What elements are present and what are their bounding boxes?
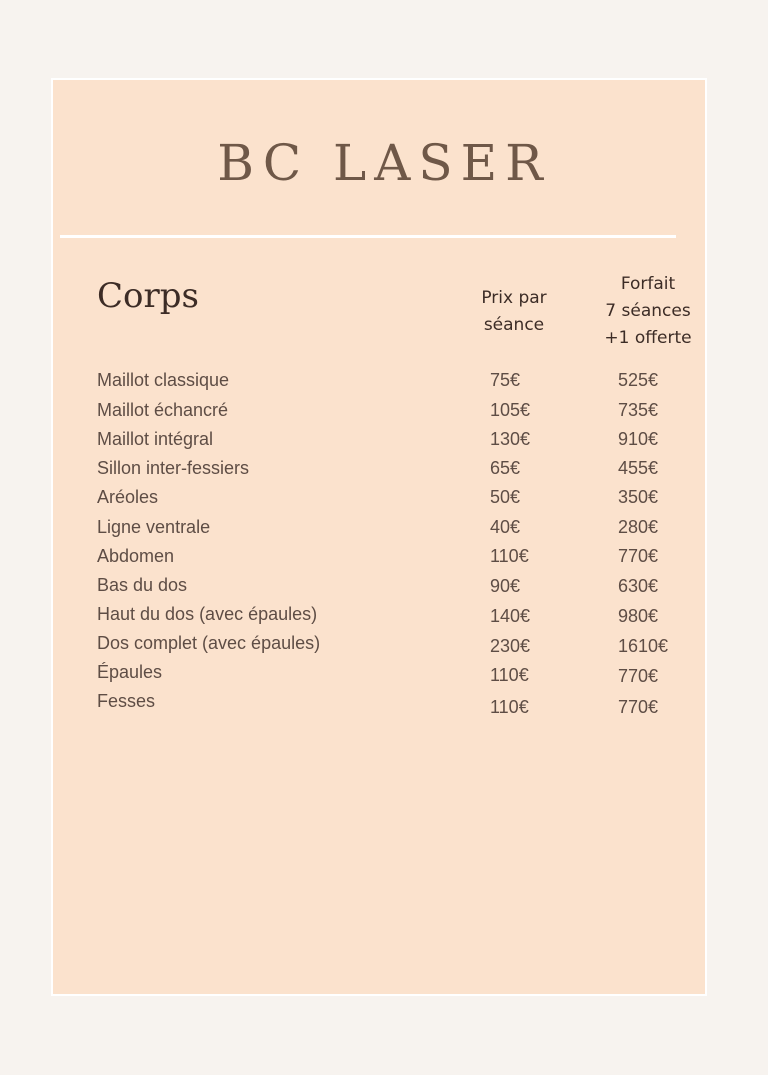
row-price: 110€	[490, 697, 529, 717]
divider	[60, 235, 676, 238]
row-label: Maillot intégral	[97, 429, 214, 449]
row-label: Sillon inter-fessiers	[97, 458, 250, 478]
row-label: Dos complet (avec épaules)	[97, 633, 321, 653]
row-package-price: 525€	[618, 370, 659, 390]
row-price: 50€	[490, 487, 521, 507]
row-package-price: 350€	[618, 487, 659, 507]
package-header-line: +1 offerte	[604, 328, 692, 348]
package-header	[588, 271, 708, 352]
row-package-price: 735€	[618, 400, 659, 420]
row-package-price: 280€	[618, 517, 659, 537]
package-header-line: Forfait	[620, 274, 676, 294]
price-header-line: Prix par	[481, 288, 547, 308]
row-price: 75€	[490, 370, 521, 390]
row-label: Bas du dos	[97, 575, 188, 595]
row-price: 110€	[490, 546, 529, 566]
price-header-line: séance	[483, 315, 545, 335]
row-package-price: 910€	[618, 429, 659, 449]
row-package-price: 455€	[618, 458, 659, 478]
row-price: 105€	[490, 400, 531, 420]
row-label: Maillot échancré	[97, 400, 229, 420]
row-label: Épaules	[97, 662, 163, 682]
row-label: Ligne ventrale	[97, 517, 211, 537]
row-label: Abdomen	[97, 546, 175, 566]
row-label: Fesses	[97, 691, 156, 711]
package-header-line: 7 séances	[605, 301, 691, 321]
row-price: 130€	[490, 429, 531, 449]
row-label: Aréoles	[97, 487, 159, 507]
price-per-session-header	[464, 285, 564, 339]
row-package-price: 1610€	[618, 636, 669, 656]
row-label: Haut du dos (avec épaules)	[97, 604, 318, 624]
row-package-price: 770€	[618, 697, 659, 717]
row-price: 65€	[490, 458, 521, 478]
row-price: 140€	[490, 606, 531, 626]
row-price: 230€	[490, 636, 531, 656]
row-price: 110€	[490, 665, 529, 685]
brand-title: BC LASER	[217, 134, 551, 192]
row-price: 90€	[490, 576, 521, 596]
row-price: 40€	[490, 517, 521, 537]
row-package-price: 770€	[618, 546, 659, 566]
row-package-price: 980€	[618, 606, 659, 626]
row-package-price: 770€	[618, 666, 659, 686]
section-title: Corps	[97, 276, 199, 316]
row-package-price: 630€	[618, 576, 659, 596]
row-label: Maillot classique	[97, 370, 230, 390]
